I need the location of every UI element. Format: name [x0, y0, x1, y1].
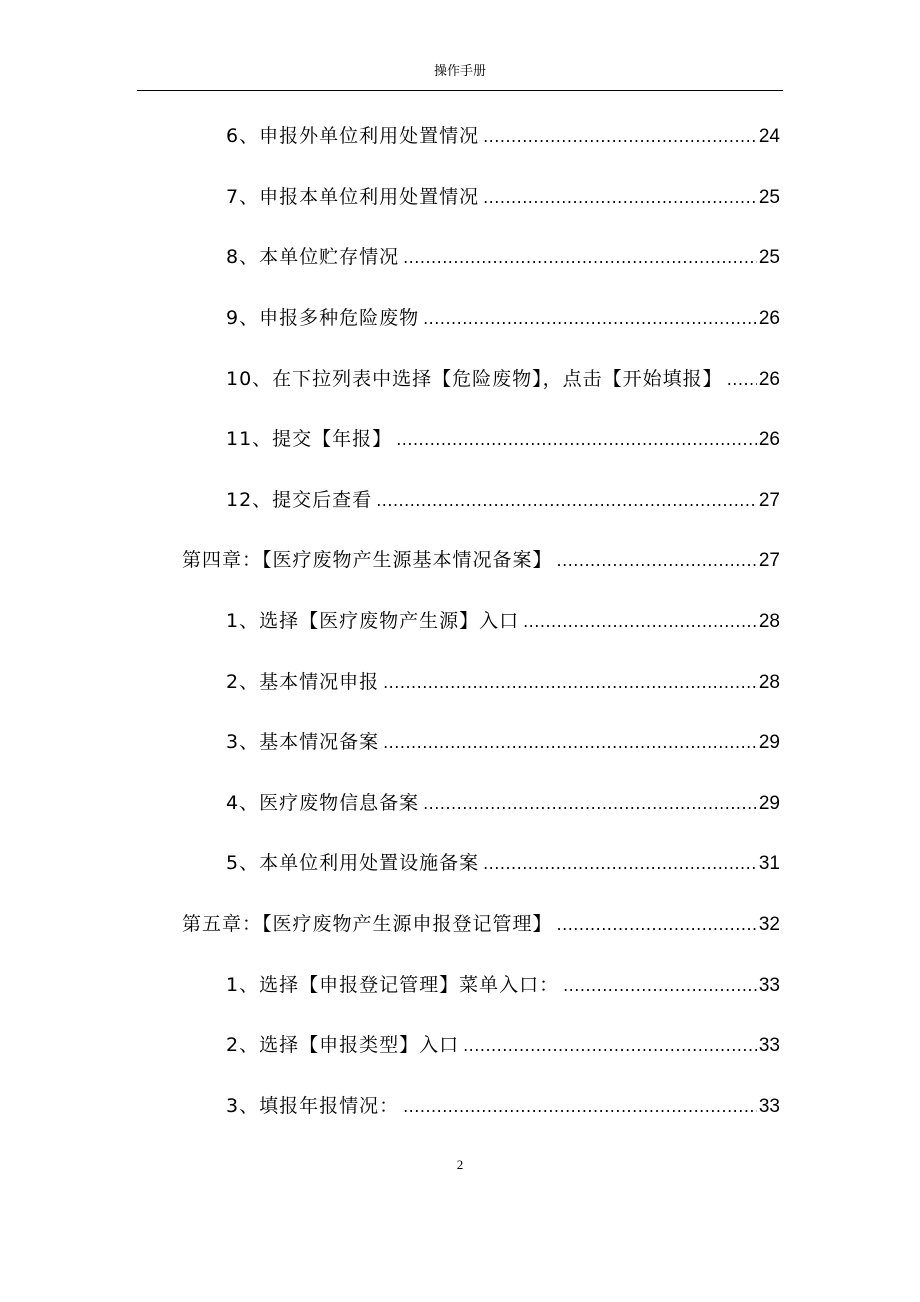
toc-entry-page: 25 [758, 247, 780, 268]
toc-entry[interactable] [226, 424, 780, 454]
page-number: 2 [456, 1157, 464, 1172]
toc-dot-leader [523, 607, 757, 637]
toc-entry-page: 27 [758, 550, 780, 571]
toc-entry[interactable] [226, 1091, 780, 1121]
toc-dot-leader [483, 849, 757, 879]
toc-entry[interactable] [226, 848, 780, 878]
toc-entry[interactable] [226, 303, 780, 333]
page-header: 操作手册 [433, 64, 486, 79]
toc-entry[interactable] [226, 727, 780, 757]
toc-dot-leader [383, 728, 757, 758]
toc-entry[interactable] [226, 1030, 780, 1060]
toc-entry[interactable] [226, 364, 780, 394]
toc-entry-title: 10、在下拉列表中选择【危险废物】，点击【开始填报】 [226, 368, 723, 390]
toc-dot-leader [483, 122, 757, 152]
toc-dot-leader [727, 365, 757, 395]
toc-entry-title: 8、本单位贮存情况 [226, 246, 400, 268]
toc-entry-page: 33 [758, 1035, 780, 1056]
toc-dot-leader [383, 668, 757, 698]
toc-entry-title: 11、提交【年报】 [226, 428, 393, 450]
toc-entry[interactable] [226, 606, 780, 636]
toc-entry-title: 7、申报本单位利用处置情况 [226, 186, 480, 208]
toc-entry-page: 25 [758, 187, 780, 208]
toc-entry[interactable] [226, 182, 780, 212]
toc-dot-leader [563, 971, 757, 1001]
toc-entry-page: 26 [758, 369, 780, 390]
toc-entry-title: 6、申报外单位利用处置情况 [226, 125, 480, 147]
toc-entry-page: 26 [758, 308, 780, 329]
toc-entry[interactable] [226, 121, 780, 151]
toc-entry-page: 27 [758, 490, 780, 511]
toc-entry-page: 31 [758, 853, 780, 874]
toc-entry[interactable] [226, 242, 780, 272]
toc-entry-page: 33 [758, 1096, 780, 1117]
toc-entry-title: 3、填报年报情况： [226, 1095, 400, 1117]
toc-entry-page: 29 [758, 732, 780, 753]
toc-entry-title: 9、申报多种危险废物 [226, 307, 420, 329]
toc-entry-page: 33 [758, 975, 780, 996]
toc-dot-leader [483, 183, 757, 213]
toc-entry-title: 1、选择【医疗废物产生源】入口 [226, 610, 520, 632]
toc-entry-title: 2、选择【申报类型】入口 [226, 1034, 460, 1056]
toc-entry-title: 1、选择【申报登记管理】菜单入口： [226, 974, 560, 996]
toc-entry-title: 2、基本情况申报 [226, 671, 380, 693]
toc-entry-page: 26 [758, 429, 780, 450]
toc-entry[interactable] [226, 970, 780, 1000]
toc-dot-leader [423, 304, 757, 334]
toc-entry-title: 4、医疗废物信息备案 [226, 792, 420, 814]
toc-chapter-entry[interactable] [182, 545, 780, 575]
toc-entry-title: 第五章：【医疗废物产生源申报登记管理】 [182, 913, 553, 935]
toc-chapter-entry[interactable] [182, 909, 780, 939]
toc-dot-leader [403, 1092, 757, 1122]
toc-entry-page: 32 [758, 914, 780, 935]
toc-entry-page: 28 [758, 672, 780, 693]
toc-dot-leader [557, 910, 757, 940]
toc-entry[interactable] [226, 667, 780, 697]
toc-entry[interactable] [226, 485, 780, 515]
toc-dot-leader [557, 546, 757, 576]
toc-entry-title: 5、本单位利用处置设施备案 [226, 852, 480, 874]
toc-entry-title: 第四章：【医疗废物产生源基本情况备案】 [182, 549, 553, 571]
toc-dot-leader [463, 1031, 757, 1061]
toc-entry-title: 3、基本情况备案 [226, 731, 380, 753]
toc-dot-leader [376, 486, 757, 516]
toc-entry-title: 12、提交后查看 [226, 489, 373, 511]
toc-entry-page: 24 [758, 126, 780, 147]
toc-dot-leader [403, 243, 757, 273]
toc-entry-page: 28 [758, 611, 780, 632]
toc-dot-leader [423, 789, 757, 819]
toc-dot-leader [396, 425, 757, 455]
toc-entry-page: 29 [758, 793, 780, 814]
toc-entry[interactable] [226, 788, 780, 818]
